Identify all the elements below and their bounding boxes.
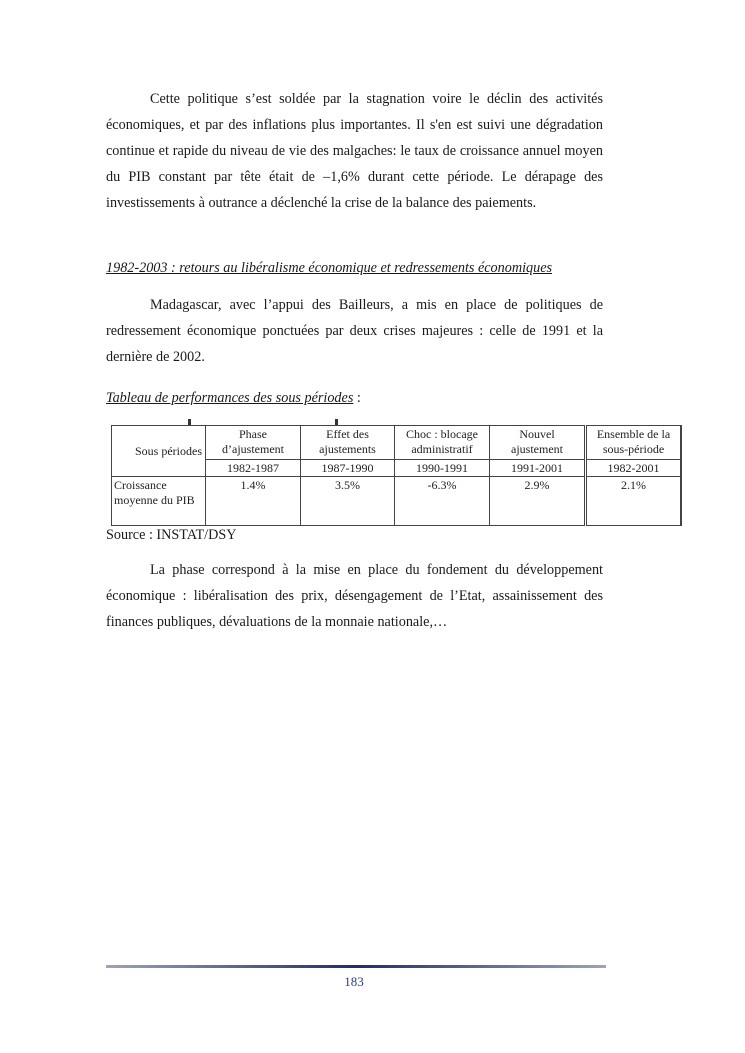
table-caption-title: Tableau de performances des sous périodes bbox=[106, 390, 354, 406]
table-cell: 3.5% bbox=[301, 477, 395, 526]
table-cell: 2.9% bbox=[490, 477, 586, 526]
column-years: 1987-1990 bbox=[301, 460, 395, 477]
paragraph-redressement: Madagascar, avec l’appui des Bailleurs, a mis en place de politiques de redressement économique ponctuées par deux crises majeures : celle de 1991 et la dernière de 2002. bbox=[106, 297, 603, 365]
performance-table bbox=[111, 425, 682, 526]
column-years: 1982-2001 bbox=[586, 460, 682, 477]
column-header: Choc : blocage administratif bbox=[395, 426, 490, 460]
table-source: Source : INSTAT/DSY bbox=[106, 527, 237, 543]
table-cell: -6.3% bbox=[395, 477, 490, 526]
page-number: 183 bbox=[344, 974, 364, 989]
column-header: Ensemble de la sous-période bbox=[586, 426, 682, 460]
column-header: Effet des ajustements bbox=[301, 426, 395, 460]
paragraph-stagnation: Cette politique s’est soldée par la stagnation voire le déclin des activités économiques, et par des inflations plus importantes. Il s'en est suivi une dégradation continue et rapide du niveau de vie des malgaches: le taux de croissance annuel moyen du PIB constant par tête était de –1,6% durant cette période. Le dérapage des investissements à outrance a déclenché la crise de la balance des paiements. bbox=[106, 91, 603, 211]
section-heading: 1982-2003 : retours au libéralisme économique et redressements économiques bbox=[106, 260, 553, 276]
table-caption-suffix: : bbox=[353, 390, 361, 406]
column-header: Phase d’ajustement bbox=[206, 426, 301, 460]
column-years: 1991-2001 bbox=[490, 460, 586, 477]
column-years: 1990-1991 bbox=[395, 460, 490, 477]
table-cell: 1.4% bbox=[206, 477, 301, 526]
table-caption bbox=[106, 390, 361, 407]
column-years: 1982-1987 bbox=[206, 460, 301, 477]
column-header: Nouvel ajustement bbox=[490, 426, 586, 460]
footer-divider bbox=[106, 965, 606, 968]
row-label: Croissance moyenne du PIB bbox=[112, 477, 206, 526]
table-corner-label: Sous périodes bbox=[112, 426, 206, 477]
table-cell: 2.1% bbox=[586, 477, 682, 526]
paragraph-phase: La phase correspond à la mise en place du fondement du développement économique : libéralisation des prix, désengagement de l’Etat, assainissement des finances publiques, dévaluations de la monnaie nationale,… bbox=[106, 562, 603, 630]
